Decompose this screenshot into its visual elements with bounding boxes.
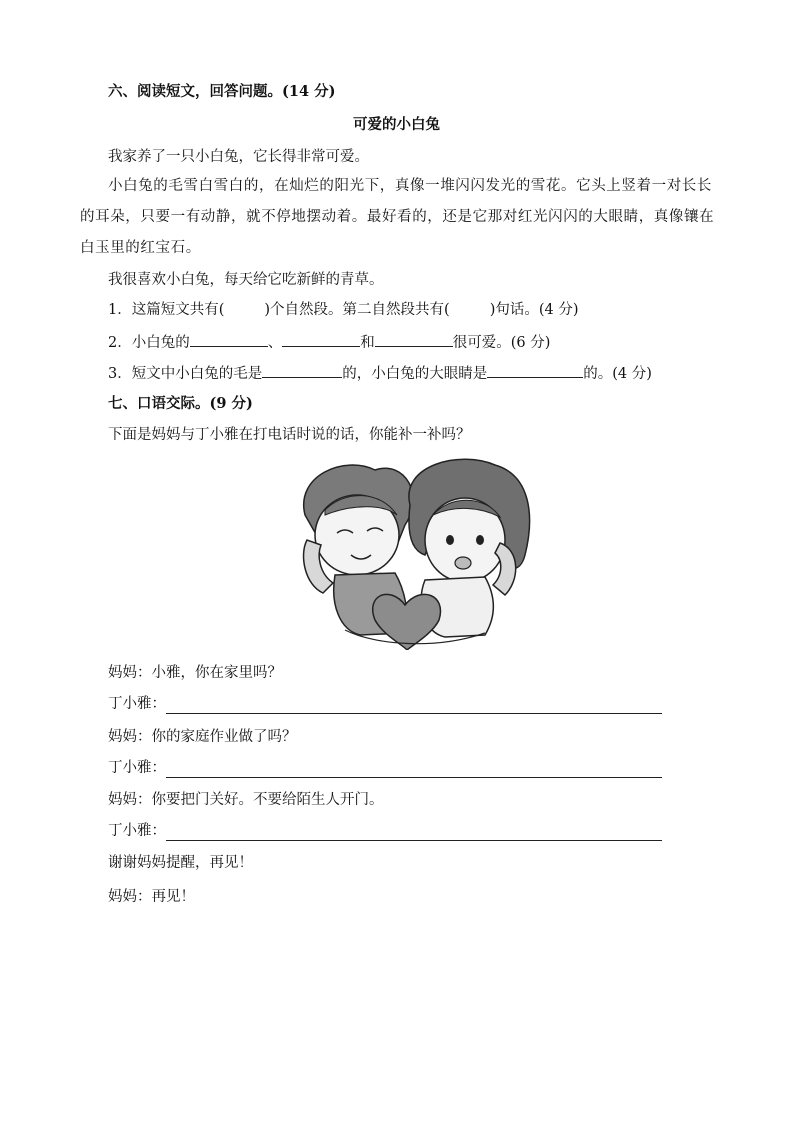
- answer-line-3[interactable]: [166, 824, 662, 841]
- dialogue-line-4-label: 丁小雅：: [108, 760, 166, 776]
- question-2-blank-2[interactable]: [282, 332, 360, 347]
- question-1: [108, 300, 579, 320]
- question-2-text-c: 和: [360, 335, 375, 351]
- question-1-text-b: )个自然段。第二自然段共有(: [264, 302, 450, 318]
- answer-line-1[interactable]: [166, 697, 662, 714]
- dialogue-answer-row-3: [108, 821, 662, 841]
- passage-paragraph-3: 我很喜欢小白兔，每天给它吃新鲜的青草。: [108, 272, 384, 288]
- section-7-prompt: 下面是妈妈与丁小雅在打电话时说的话，你能补一补吗？: [108, 427, 471, 443]
- dialogue-line-1: 妈妈：小雅，你在家里吗？: [108, 665, 282, 681]
- question-2: [108, 332, 550, 353]
- question-1-text-c: )句话。(4 分): [489, 302, 579, 318]
- question-3-blank-2[interactable]: [487, 363, 583, 378]
- question-3-blank-1[interactable]: [262, 363, 342, 378]
- question-3-text-c: 的。(4 分): [583, 366, 652, 382]
- dialogue-line-8: 妈妈：再见！: [108, 889, 195, 905]
- question-2-text-a: 2．小白兔的: [108, 335, 190, 351]
- answer-line-2[interactable]: [166, 761, 662, 778]
- question-3-text-a: 3．短文中小白兔的毛是: [108, 366, 263, 382]
- passage-paragraph-2: 小白兔的毛雪白雪白的，在灿烂的阳光下，真像一堆闪闪发光的雪花。它头上竖着一对长长的耳朵，只要一有动静，就不停地摆动着。最好看的，还是它那对红光闪闪的大眼睛，真像镶在白玉里的红宝石。: [80, 178, 715, 256]
- dialogue-line-7: 谢谢妈妈提醒，再见！: [108, 855, 253, 871]
- question-1-text-a: 1．这篇短文共有(: [108, 302, 225, 318]
- dialogue-line-5: 妈妈：你要把门关好。不要给陌生人开门。: [108, 792, 384, 808]
- question-2-blank-1[interactable]: [190, 332, 268, 347]
- question-3: [108, 363, 652, 384]
- question-3-text-b: 的，小白兔的大眼睛是: [342, 366, 488, 382]
- question-2-blank-3[interactable]: [375, 332, 453, 347]
- dialogue-line-2-label: 丁小雅：: [108, 696, 166, 712]
- passage-paragraph-1: 我家养了一只小白兔，它长得非常可爱。: [108, 149, 369, 165]
- section-6-heading: 六、阅读短文，回答问题。(14 分): [108, 83, 336, 100]
- passage-title: 可爱的小白兔: [353, 116, 440, 133]
- phone-call-illustration: [285, 455, 550, 650]
- question-2-text-d: 很可爱。(6 分): [452, 335, 551, 351]
- dialogue-line-3: 妈妈：你的家庭作业做了吗？: [108, 729, 297, 745]
- dialogue-line-6-label: 丁小雅：: [108, 823, 166, 839]
- dialogue-answer-row-1: [108, 694, 662, 714]
- question-2-text-b: 、: [267, 335, 283, 351]
- dialogue-answer-row-2: [108, 758, 662, 778]
- section-7-heading: 七、口语交际。(9 分): [108, 395, 253, 412]
